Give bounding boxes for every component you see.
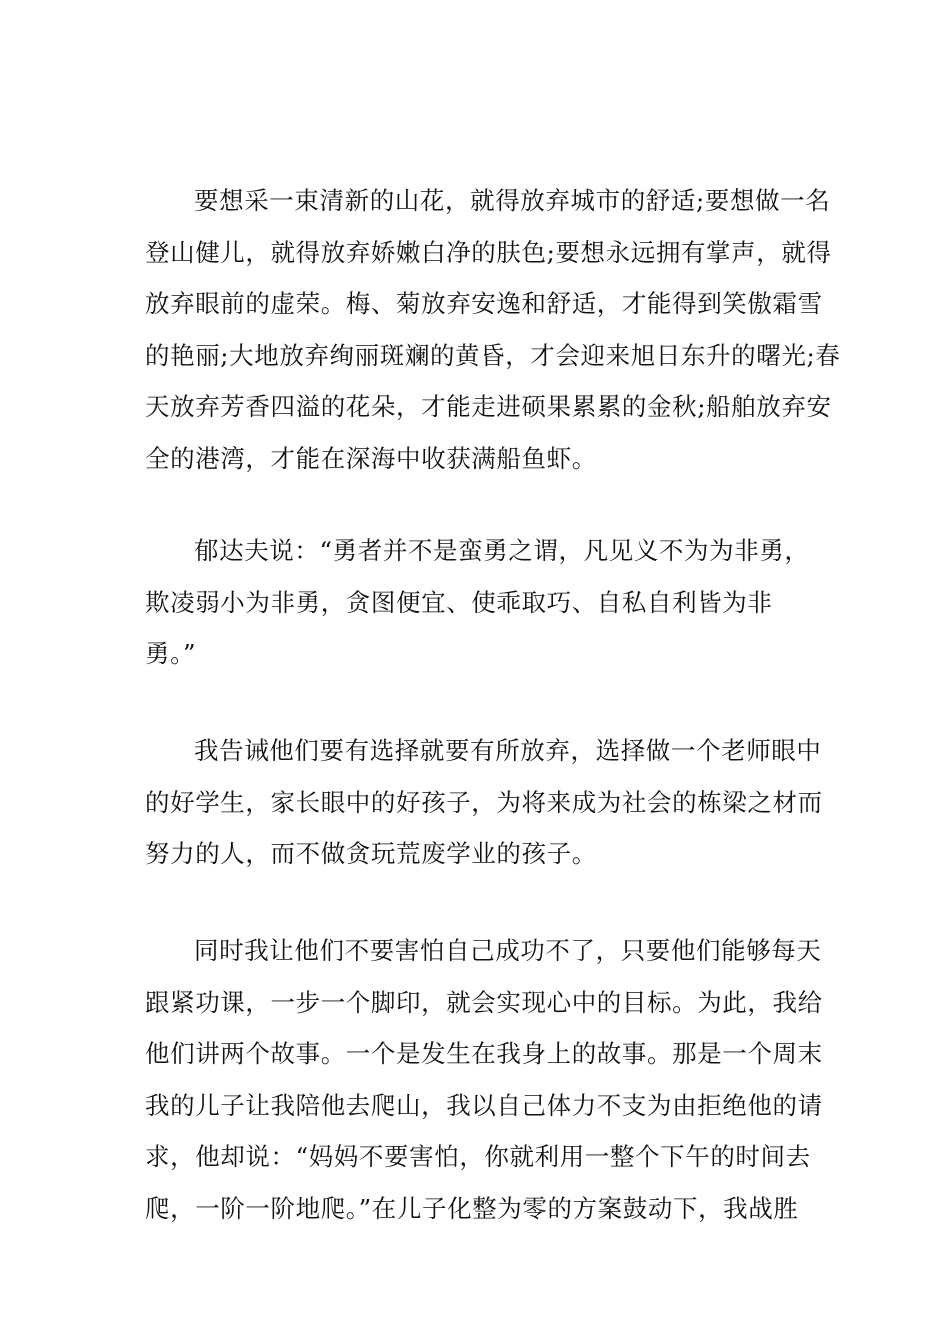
- paragraph-3: [145, 725, 825, 880]
- paragraph-line: 登山健儿，就得放弃娇嫩白净的肤色;要想永远拥有掌声，就得: [145, 237, 832, 267]
- paragraph-line: 跟紧功课，一步一个脚印，就会实现心中的目标。为此，我给: [145, 987, 823, 1017]
- paragraph-line: 我的儿子让我陪他去爬山，我以自己体力不支为由拒绝他的请: [145, 1090, 823, 1120]
- paragraph-line: 同时我让他们不要害怕自己成功不了，只要他们能够每天: [194, 936, 822, 965]
- paragraph-line: 天放弃芳香四溢的花朵，才能走进硕果累累的金秋;船舶放弃安: [145, 392, 832, 421]
- paragraph-line: 勇。”: [145, 639, 197, 668]
- paragraph-line: 我告诫他们要有选择就要有所放弃，选择做一个老师眼中: [194, 736, 822, 765]
- paragraph-line: 要想采一束清新的山花，就得放弃城市的舒适;要想做一名: [194, 186, 831, 215]
- paragraph-line: 放弃眼前的虚荣。梅、菊放弃安逸和舒适，才能得到笑傲霜雪: [145, 289, 823, 318]
- paragraph-line: 欺凌弱小为非勇，贪图便宜、使乖取巧、自私自利皆为非: [145, 587, 773, 617]
- paragraph-line: 的好学生，家长眼中的好孩子，为将来成为社会的栋梁之材而: [145, 787, 823, 817]
- paragraph-1: [145, 175, 841, 484]
- paragraph-line: 他们讲两个故事。一个是发生在我身上的故事。那是一个周末: [145, 1039, 823, 1068]
- paragraph-line: 郁达夫说：“勇者并不是蛮勇之谓，凡见义不为为非勇，: [194, 536, 810, 565]
- paragraph-line: 努力的人，而不做贪玩荒废学业的孩子。: [145, 839, 597, 868]
- paragraph-2: [145, 525, 825, 680]
- paragraph-line: 求，他却说：“妈妈不要害怕，你就利用一整个下午的时间去: [145, 1142, 811, 1171]
- paragraph-4: [145, 925, 825, 1234]
- paragraph-line: 的艳丽;大地放弃绚丽斑斓的黄昏，才会迎来旭日东升的曙光;春: [145, 340, 841, 370]
- paragraph-line: 全的港湾，才能在深海中收获满船鱼虾。: [145, 443, 597, 473]
- paragraph-line: 爬，一阶一阶地爬。”在儿子化整为零的方案鼓动下，我战胜: [145, 1193, 799, 1223]
